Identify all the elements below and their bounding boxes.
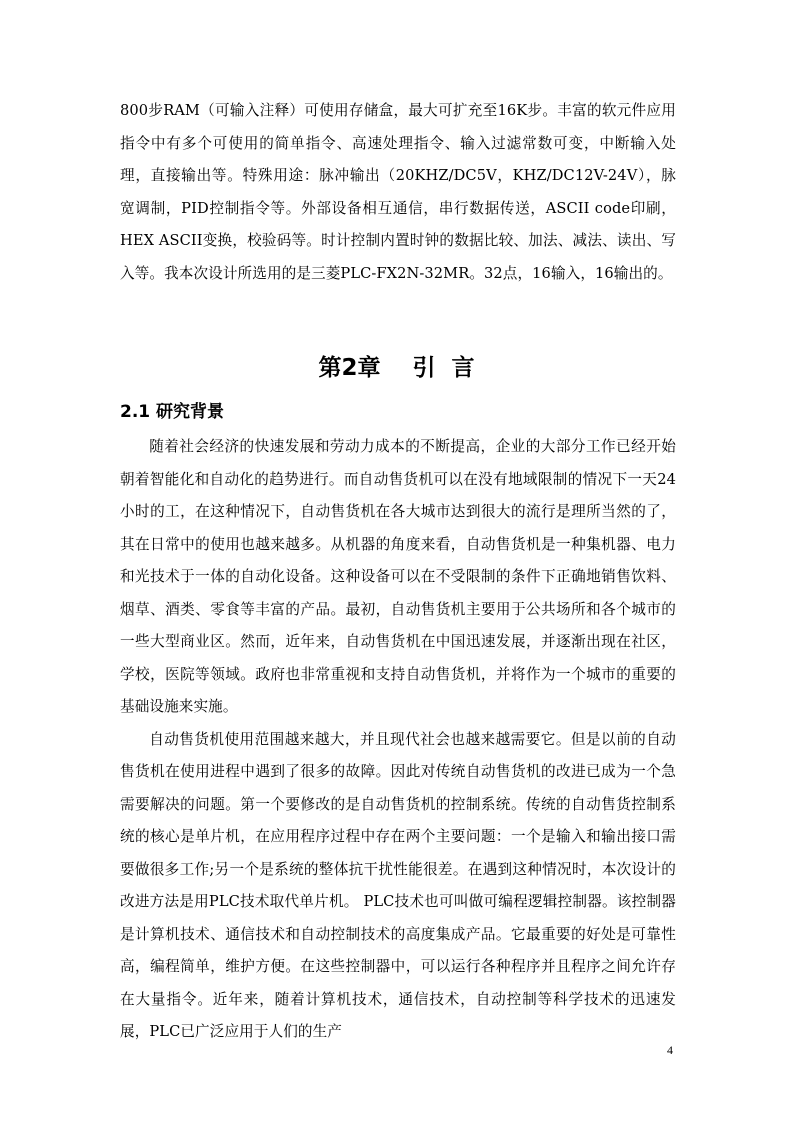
chapter-title: 第2章 引 言 — [318, 355, 475, 381]
body-paragraph: 自动售货机使用范围越来越大，并且现代社会也越来越需要它。但是以前的自动售货机在使用进程中遇到了很多的故障。因此对传统自动售货机的改进已成为一个急需要解决的问题。第一个要修改的是自动售货机的控制系统。传统的自动售货控制系统的核心是单片机，在应用程序过程中存在两个主要问题：一个是输入和输出接口需要做很多工作;另一个是系统的整体抗干扰性能很差。在遇到这种情况时，本次设计的改进方法是用PLC技术取代单片机。 PLC技术也可叫做可编程逻辑控制器。该控制器是计算机技术、通信技术和自动控制技术的高度集成产品。它最重要的好处是可靠性高，编程简单，维护方便。在这些控制器中，可以运行各种程序并且程序之间允许存在大量指令。近年来，随着计算机技术，通信技术，自动控制等科学技术的迅速发展，PLC已广泛应用于人们的生产 — [120, 730, 676, 1040]
intro-text-block — [120, 95, 676, 290]
page-number: 4 — [667, 1043, 673, 1057]
intro-paragraph: 800步RAM（可输入注释）可使用存储盒，最大可扩充至16K步。丰富的软元件应用指令中有多个可使用的简单指令、高速处理指令、输入过滤常数可变，中断输入处理，直接输出等。特殊用途：脉冲输出（20KHZ/DC5V，KHZ/DC12V-24V），脉宽调制，PID控制指令等。外部设备相互通信，串行数据传送，ASCII code印刷，HEX ASCII变换，校验码等。时计控制内置时钟的数据比较、加法、减法、读出、写入等。我本次设计所选用的是三菱PLC-FX2N-32MR。32点，16输入，16输出的。 — [120, 102, 676, 282]
section-body — [120, 431, 676, 1049]
section-title: 2.1 研究背景 — [120, 402, 225, 422]
body-paragraph: 随着社会经济的快速发展和劳动力成本的不断提高，企业的大部分工作已经开始朝着智能化和自动化的趋势进行。而自动售货机可以在没有地域限制的情况下一天24小时的工，在这种情况下，自动售货机在各大城市达到很大的流行是理所当然的了，其在日常中的使用也越来越多。从机器的角度来看，自动售货机是一种集机器、电力和光技术于一体的自动化设备。这种设备可以在不受限制的条件下正确地销售饮料、烟草、酒类、零食等丰富的产品。最初，自动售货机主要用于公共场所和各个城市的一些大型商业区。然而，近年来，自动售货机在中国迅速发展，并逐渐出现在社区，学校，医院等领域。政府也非常重视和支持自动售货机，并将作为一个城市的重要的基础设施来实施。 — [120, 438, 676, 715]
